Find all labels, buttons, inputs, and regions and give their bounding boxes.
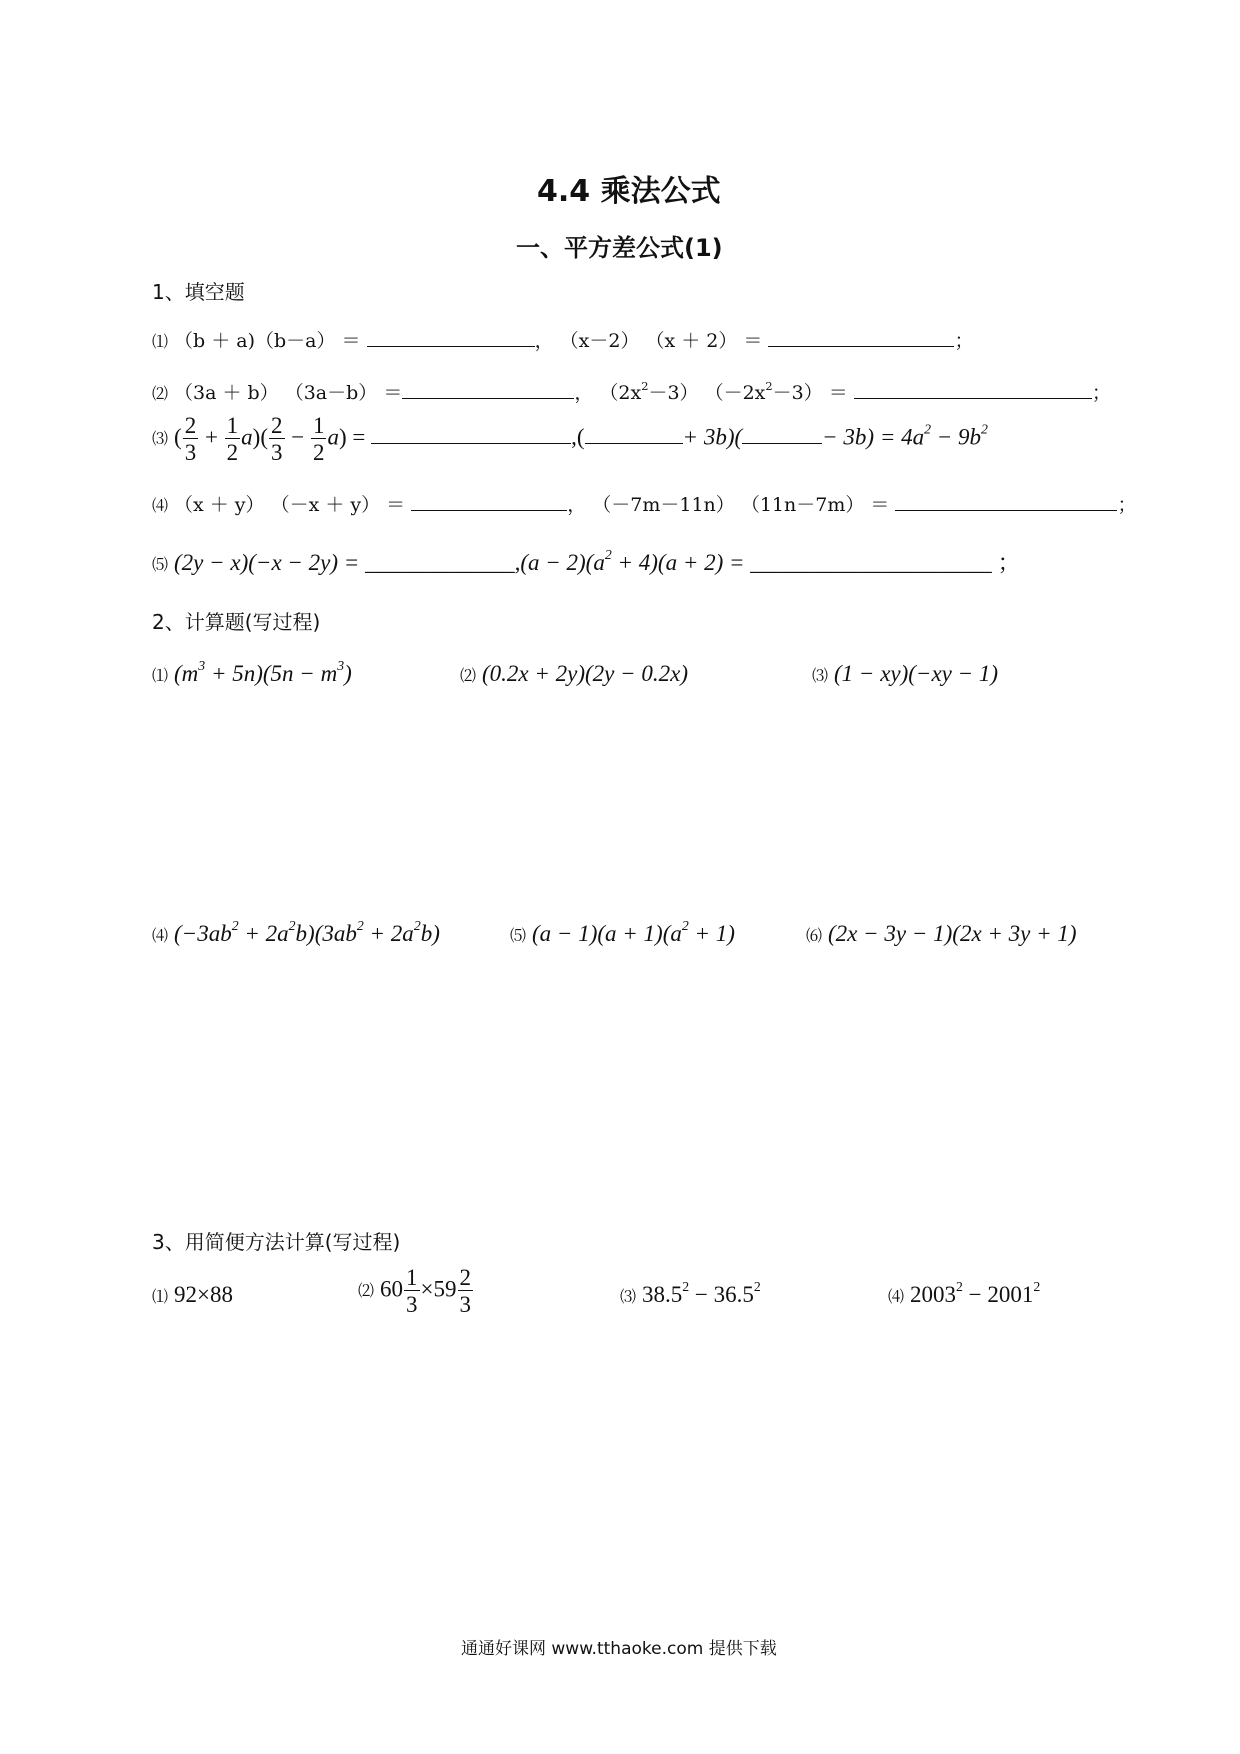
footer-text: 通通好课网 www.tthaoke.com 提供下载 [461,1639,777,1659]
fill-item-4: ⑷ （x ＋ y） （－x ＋ y） ＝ ， （－7m－11n） （11n－7m） ＝ ； [152,494,1137,516]
section1-heading: 1、填空题 [152,280,245,304]
section2-heading: 2、计算题(写过程) [152,610,321,634]
answer-blank[interactable] [895,492,1117,511]
fraction: $\frac{1}{2}$ [226,413,239,465]
calc-item-3: ⑶ (1 − xy)(−xy − 1) [812,661,999,686]
simple-calc-item-1: ⑴ 92×88 [152,1282,233,1307]
page-title: 4.4 乘法公式 [537,174,721,209]
calc-item-5: ⑸ $(a - 1)(a + 1)(a^2 + 1)$ [510,917,735,946]
answer-blank[interactable] [371,425,571,444]
section3-heading: 3、用简便方法计算(写过程) [152,1230,401,1254]
fill-item-3: ⑶ ( $\frac{2}{3}$ + $\frac{1}{2}$ a)( $\frac{2}{3}$ − $\frac{1}{2}$ a) = ,( + $3b)( - 3b) = 4a^2 - 9b^2$ [152,413,988,465]
calc-item-2: ⑵ (0.2x + 2y)(2y − 0.2x) [460,661,689,686]
calc-item-6: ⑹ (2x − 3y − 1)(2x + 3y + 1) [806,921,1077,946]
answer-blank[interactable] [854,380,1092,399]
answer-blank[interactable] [768,328,954,347]
calc-item-4: ⑷ $(-3ab^2 + 2a^2b)(3ab^2 + 2a^2b)$ [152,917,440,946]
simple-calc-item-3: ⑶ $38.5^2 - 36.5^2$ [620,1278,761,1307]
fill-item-5: ⑸ (2y − x)(−x − 2y) = _____________,(a − $2)(a^2 + 4)(a + 2)$ = _____________________ ； [152,546,1021,575]
answer-blank[interactable] [411,492,567,511]
fraction: $\frac{1}{3}$ [406,1265,418,1317]
answer-blank[interactable] [742,425,822,444]
fraction: $\frac{2}{3}$ [184,413,197,465]
fill-item-2: ⑵ （3a ＋ b） （3a－b） ＝ ， $(2x^2-3) (-2x^2-3)$ ＝ ； [152,378,1111,404]
answer-blank[interactable] [585,425,683,444]
simple-calc-item-4: ⑷ $2003^2 - 2001^2$ [888,1278,1041,1307]
simple-calc-item-2: ⑵ 60 $\frac{1}{3}$ ×59 $\frac{2}{3}$ [358,1265,471,1317]
fraction: $\frac{2}{3}$ [459,1265,471,1317]
fraction: $\frac{1}{2}$ [312,413,325,465]
answer-blank[interactable] [367,328,535,347]
calc-item-1: ⑴ $(m^3 + 5n)(5n - m^3)$ [152,657,352,686]
fraction: $\frac{2}{3}$ [271,413,283,465]
answer-blank[interactable] [402,380,574,399]
section-subtitle: 一、平方差公式(1) [516,234,723,262]
fill-item-1: ⑴ （b ＋ a)（b－a） ＝ ， （x－2） （x ＋ 2） ＝ ； [152,330,974,352]
